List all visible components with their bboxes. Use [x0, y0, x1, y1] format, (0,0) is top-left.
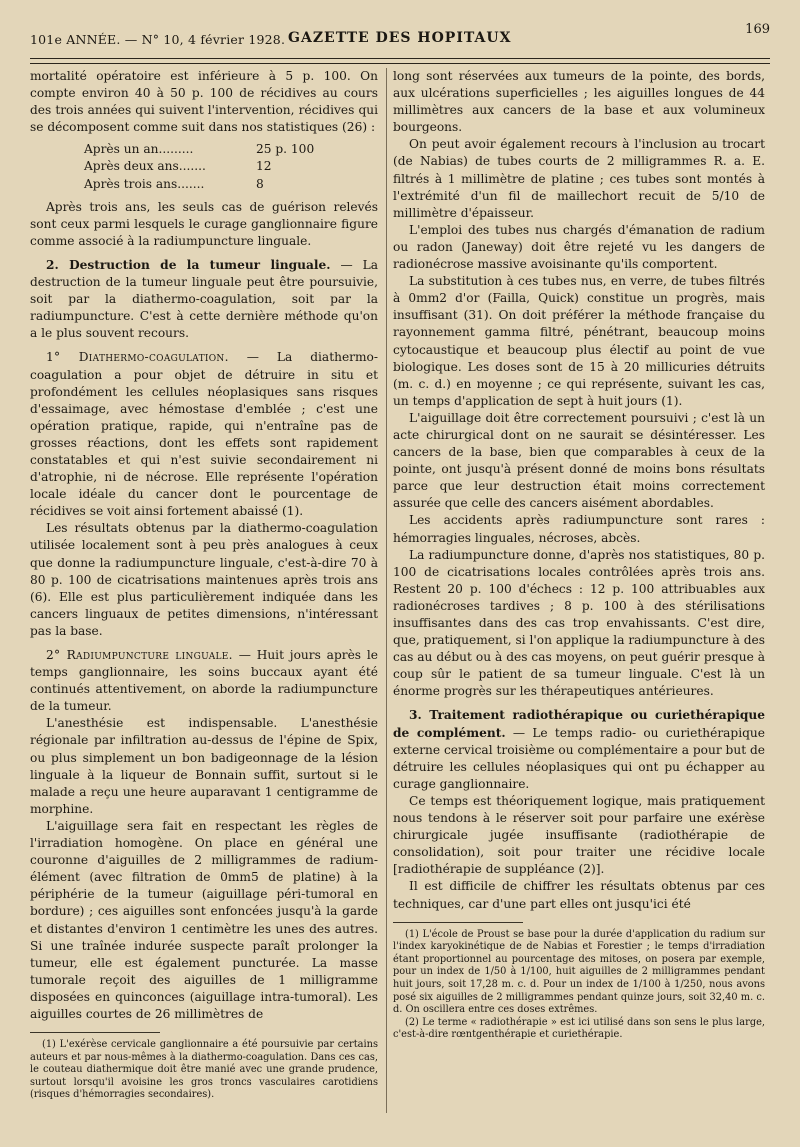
paragraph: Les accidents après radiumpuncture sont rares : hémorragies linguales, nécroses, abcès.: [393, 513, 765, 545]
column-divider: [386, 68, 387, 1113]
paragraph: L'anesthésie est indispensable. L'anesthésie régionale par infiltration au-dessus de l'épine de Spix, ou plus simplement un bon badigeonnage de la lésion linguale à la liqueur de Bonnain suffit, surtout si le malade a reçu une heure auparavant 1 centigramme de morphine.: [30, 716, 378, 816]
header-rule: [30, 58, 770, 59]
subsection-paragraph: [30, 349, 378, 520]
paragraph: L'aiguillage doit être correctement poursuivi ; c'est là un acte chirurgical dont on ne saurait se désintéresser. Les cancers de la base, bien que comparables à ceux de la pointe, ont jusqu'à présent donné de moins bons résultats parce que leur destruction était moins correctement assurée que celle des cancers aisément abordables.: [393, 410, 765, 511]
section-text: — Le temps radio- ou curiethérapique externe cervical troisième ou complémentaire a pour but de détruire les cellules néoplasiques qui ont pu échapper au curage ganglionnaire.: [393, 725, 765, 791]
section-heading: 3. Traitement radiothérapique ou curiethérapique de complément.: [393, 708, 765, 740]
stat-row: [84, 141, 378, 158]
stat-value: 25 p. 100: [256, 142, 315, 157]
paragraph: L'emploi des tubes nus chargés d'émanation de radium ou radon (Janeway) doit être rejeté vu les dangers de radionécrose massive avoisinante qu'ils comportent.: [393, 222, 765, 272]
paragraph: Il est difficile de chiffrer les résultats obtenus par ces techniques, car d'une part elles ont jusqu'ici été: [393, 879, 765, 911]
issue-info: 101e ANNÉE. — N° 10, 4 février 1928.: [30, 32, 286, 47]
paragraph: L'aiguillage sera fait en respectant les règles de l'irradiation homogène. On place en général une couronne d'aiguilles de 2 milligrammes de radium-élément (avec filtration de 0mm5 de platine) à la périphérie de la tumeur (aiguillage péri-tumoral en bordure) ; ces aiguilles sont enfoncées jusqu'à la garde et distantes d'environ 1 centimètre les unes des autres. Si une traînée indurée suspecte paraît prolonger la tumeur, elle est également puncturée. La masse tumorale reçoit des aiguilles de 1 milligramme disposées en quinconces (aiguillage intra-tumoral). Les aiguilles courtes de 26 millimètres de: [30, 818, 378, 1021]
paragraph: Après trois ans, les seuls cas de guérison relevés sont ceux parmi lesquels le curage ganglionnaire figure comme associé à la radiumpuncture linguale.: [30, 199, 378, 248]
recidive-stats: [84, 141, 378, 192]
subsection-text: — La diathermo-coagulation a pour objet de détruire in situ et profondément les cellules néoplasiques sans risques d'essaimage, avec hémostase d'emblée ; c'est une opération pratique, rapide, qui n'entraîne pas de grosses réactions, dont les effets sont rapidement constatables et qui n'est suivie secondairement ni d'atrophie, ni de nécrose. Elle représente l'opération locale idéale du cancer dont le pourcentage de récidives se voit ainsi fortement abaissé (1).: [30, 350, 378, 519]
stat-label: Après deux ans.......: [84, 159, 206, 174]
header-rule-thin: [30, 63, 770, 64]
paragraph: Ce temps est théoriquement logique, mais pratiquement nous tendons à le réserver soit pour parfaire une exérèse chirurgicale jugée insuffisante (radiothérapie de consolidation), soit pour traiter une récidive locale [radiothérapie de suppléance (2)].: [393, 793, 765, 877]
stat-row: [84, 176, 378, 193]
subsection-heading: 2° Radiumpuncture linguale.: [46, 648, 233, 662]
paragraph: La radiumpuncture donne, d'après nos statistiques, 80 p. 100 de cicatrisations locales contrôlées après trois ans. Restent 20 p. 100 d'échecs : 12 p. 100 attribuables aux radionécroses tardives ; 8 p. 100 à des stérilisations insuffisantes dans des cas trop envahissants. C'est dire, que, pratiquement, si l'on applique la radiumpuncture à des cas au début ou à des cas moyens, on peut guérir presque à coup sûr le patient de sa tumeur linguale. C'est là un énorme progrès sur les thérapeutiques antérieures.: [393, 547, 765, 699]
stat-value: 8: [256, 176, 264, 191]
footnote: (1) L'exérèse cervicale ganglionnaire a été poursuivie par certains auteurs et par nous-mêmes à la diathermo-coagulation. Dans ces cas, le couteau diathermique doit être manié avec une grande prudence, surtout lorsqu'il avoisine les gros troncs vasculaires carotidiens (risques d'hémorragies secondaires).: [30, 1039, 378, 1101]
paragraph: Les résultats obtenus par la diathermo-coagulation utilisée localement sont à peu près analogues à ceux que donne la radiumpuncture linguale, c'est-à-dire 70 à 80 p. 100 de cicatrisations maintenues après trois ans (6). Elle est plus particulièrement indiquée dans les cancers linguaux de petites dimensions, n'intéressant pas la base.: [30, 521, 378, 638]
paragraph: On peut avoir également recours à l'inclusion au trocart (de Nabias) de tubes courts de 2 milligrammes R. a. E. filtrés à 1 millimètre de platine ; ces tubes sont montés à l'extrémité d'un fil de maillechort recuit de 5/10 de millimètre d'épaisseur.: [393, 137, 765, 220]
section-paragraph: [30, 257, 378, 342]
right-column: [393, 68, 765, 1042]
page-header: [30, 22, 770, 56]
paragraph: long sont réservées aux tumeurs de la pointe, des bords, aux ulcérations superficielles ; les aiguilles longues de 44 millimètres aux cancers de la base et aux volumineux bourgeons.: [393, 69, 765, 135]
footnote: (1) L'école de Proust se base pour la durée d'application du radium sur l'index karyokinétique de de Nabias et Forestier ; le temps d'irradiation étant proportionnel au pourcentage des mitoses, on posera par exemple, pour un index de 1/50 à 1/100, huit aiguilles de 2 milligrammes pendant huit jours, soit 17,28 m. c. d. Pour un index de 1/100 à 1/250, nous avons posé six aiguilles de 2 milligrammes pendant quinze jours, soit 32,40 m. c. d. On oscillera entre ces doses extrêmes.: [393, 928, 765, 1016]
section-heading: 2. Destruction de la tumeur linguale.: [46, 257, 331, 272]
paragraph: La substitution à ces tubes nus, en verre, de tubes filtrés à 0mm2 d'or (Failla, Quick) constitue un progrès, mais insuffisant (31). On doit préférer la méthode française du rayonnement gamma filtré, pénétrant, beaucoup moins cytocaustique et beaucoup plus électif au point de vue biologique. Les doses sont de 15 à 20 millicuries détruits (m. c. d.) en moyenne ; ce qui représente, suivant les cas, un temps d'application de sept à huit jours (1).: [393, 274, 765, 408]
subsection-text: — Huit jours après le temps ganglionnaire, les soins buccaux ayant été continués attentivement, on aborde la radiumpuncture de la tumeur.: [30, 648, 378, 714]
footnote-rule: [30, 1032, 160, 1033]
section-paragraph: [393, 707, 765, 792]
stat-label: Après trois ans.......: [84, 176, 205, 191]
footnote-rule: [393, 922, 523, 923]
stat-label: Après un an.........: [84, 142, 194, 157]
section-text: — La destruction de la tumeur linguale peut être poursuivie, soit par la diathermo-coagulation, soit par la radiumpuncture. C'est à cette dernière méthode qu'on a le plus souvent recours.: [30, 257, 378, 341]
page-number: 169: [745, 22, 770, 37]
paragraph: mortalité opératoire est inférieure à 5 p. 100. On compte environ 40 à 50 p. 100 de récidives au cours des trois années qui suivent l'intervention, récidives qui se décomposent comme suit dans nos statistiques (26) :: [30, 69, 378, 135]
footnote: (2) Le terme « radiothérapie » est ici utilisé dans son sens le plus large, c'est-à-dire rœntgenthérapie et curiethérapie.: [393, 1016, 765, 1041]
subsection-paragraph: [30, 647, 378, 715]
subsection-heading: 1° Diathermo-coagulation.: [46, 350, 229, 365]
journal-title: GAZETTE DES HOPITAUX: [288, 30, 512, 46]
stat-value: 12: [256, 159, 272, 174]
stat-row: [84, 158, 378, 175]
left-column: [30, 68, 378, 1102]
